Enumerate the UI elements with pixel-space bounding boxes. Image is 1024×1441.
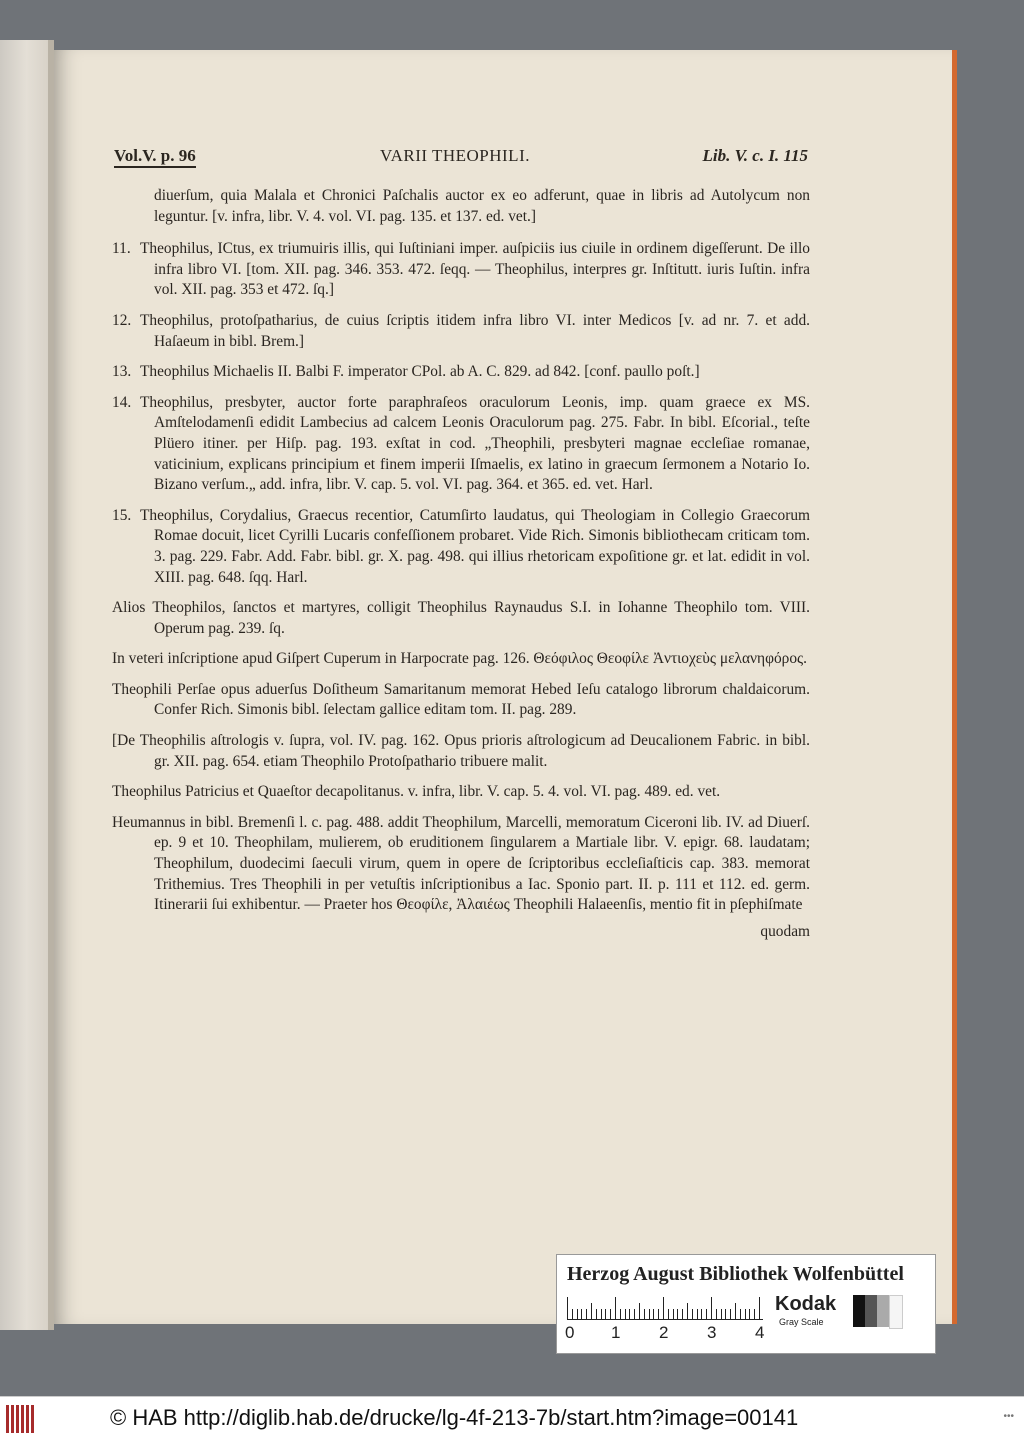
ruler-tick [754,1309,755,1319]
ruler-tick [605,1309,606,1319]
ruler-tick [692,1309,693,1319]
ruler-tick [711,1297,712,1319]
paragraph-heumannus: Heumannus in bibl. Bremenſi l. c. pag. 488. addit Theophilum, Marcelli, memoratum Ciceroni lib. IV. ad Diuerſ. ep. 9 et 10. Theophilam, mulierem, ob eruditionem ſingularem a Martiale libr. V. epigr. 68. laudatam; Theophilum, duodecimi ſaeculi virum, quem in opere de ſcriptoribus eccleſiaſticis cap. 383. memorat Trithemius. Tres Theophili in per vetuſtis inſcriptionibus a Iac. Sponio part. II. p. 111 et 112. ed. germ. Itinerarii ſui exhibentur. — Praeter hos Θεοφίλε, Ἀλαιέως Theophili Halaeenſis, mentio fit in pſephiſmate [112,813,810,914]
ruler-tick [725,1309,726,1319]
paragraph-patricius: Theophilus Patricius et Quaeſtor decapolitanus. v. infra, libr. V. cap. 5. 4. vol. VI. pag. 489. ed. vet. [112,783,721,801]
gray-swatch-black [853,1295,865,1327]
ruler-tick [625,1309,626,1319]
ruler-tick [615,1297,616,1319]
ruler-tick [639,1303,640,1319]
ruler-tick [591,1303,592,1319]
ruler-digit: 3 [707,1323,717,1342]
ruler-tick [682,1309,683,1319]
gray-swatch-dark [865,1295,877,1327]
running-header [114,146,808,170]
copyright-url[interactable]: © HAB http://diglib.hab.de/drucke/lg-4f-213-7b/start.htm?image=00141 [110,1405,799,1430]
entry-12: 12. Theophilus, protoſpatharius, de cuius ſcriptis itidem infra libro VI. inter Medicos [v. ad nr. 7. et add. Haſaeum in bibl. Brem.] [112,311,810,350]
paragraph-inscription: In veteri inſcriptione apud Giſpert Cuperum in Harpocrate pag. 126. Θεόφιλος Θεοφίλε Ἀντιοχεὺς μελανηφόρος. [112,650,807,668]
header-section: Lib. V. c. I. 115 [702,146,808,165]
paragraph-alios: Alios Theophilos, ſanctos et martyres, colligit Theophilus Raynaudus S.I. in Iohanne Theophilo tom. VIII. Operum pag. 239. ſq. [112,599,810,637]
ruler-tick [701,1309,702,1319]
page-body [112,186,810,942]
ruler-tick [596,1309,597,1319]
ruler-tick [716,1309,717,1319]
library-color-card [556,1254,936,1354]
ruler-tick [634,1309,635,1319]
catchword: quodam [760,922,810,940]
header-title: VARII THEOPHILI. [380,146,530,165]
ruler-digit: 2 [659,1323,669,1342]
ruler-tick [572,1309,573,1319]
entry-13: 13. Theophilus Michaelis II. Balbi F. imperator CPol. ab A. C. 829. ad 842. [conf. paullo poſt.] [112,363,700,381]
ruler-tick [668,1309,669,1319]
scale-ruler [567,1295,763,1320]
gray-swatch-mid [877,1295,889,1327]
ruler-tick [629,1309,630,1319]
ruler-tick [735,1303,736,1319]
viewer-footer [0,1396,1024,1441]
ruler-tick [663,1297,664,1319]
entry-11: 11. Theophilus, ICtus, ex triumuiris illis, qui Iuſtiniani imper. auſpiciis ius ciuile in ordinem digeſſerunt. De illo infra libro VI. [tom. XII. pag. 346. 353. 472. ſeqq. — Theophilus, interpres gr. Inſtitutt. iuris Iuſtin. infra vol. XII. pag. 353 et 472. ſq.] [112,240,810,299]
ruler-tick [653,1309,654,1319]
ruler-tick [620,1309,621,1319]
ruler-tick [601,1309,602,1319]
paragraph-astrologis: [De Theophilis aſtrologis v. ſupra, vol. IV. pag. 162. Opus prioris aſtrologicum ad Deucalionem Fabric. in bibl. gr. XII. pag. 654. etiam Theophilo Protoſpathario tribuere malit. [112,732,810,770]
ruler-tick [649,1309,650,1319]
entry-14: 14. Theophilus, presbyter, auctor forte paraphraſeos oraculorum Leonis, imp. quam graece ex MS. Amſtelodamenſi edidit Lambecius ad calcem Leonis Oraculorum pag. 275. Fabr. In bibl. Eſcorial., teſte Plüero itiner. per Hiſp. pag. 193. exſtat in cod. „Theophili, presbyteri magnae eccleſiae romanae, vaticinium, explicans principium et finem imperii Iſmaelis, ex latino in graecum ſermonem a Notario Io. Bizano verſum.„ add. infra, libr. V. cap. 5. vol. VI. pag. 364. et 365. ed. vet. Harl. [112,393,810,494]
ruler-tick [581,1309,582,1319]
ruler-digit: 1 [611,1323,621,1342]
ruler-tick [730,1309,731,1319]
ruler-tick [759,1297,760,1319]
header-volume: Vol.V. p. 96 [114,146,196,168]
paragraph-persae: Theophili Perſae opus aduerſus Doſitheum Samaritanum memorat Hebed Ieſu catalogo librorum chaldaicorum. Confer Rich. Simonis bibl. ſelectam gallice editam tom. II. pag. 289. [112,680,810,719]
entry-continuation: diuerſum, quia Malala et Chronici Paſchalis auctor ex eo adferunt, quae in libris ad Autolycum non leguntur. [v. infra, libr. V. 4. vol. VI. pag. 135. et 137. ed. vet.] [154,187,810,225]
kodak-logo: Kodak [775,1293,837,1315]
ruler-tick [677,1309,678,1319]
ruler-tick [697,1309,698,1319]
ruler-tick [586,1309,587,1319]
ruler-tick [706,1309,707,1319]
ruler-tick [644,1309,645,1319]
gray-scale-label: Gray Scale [779,1317,824,1327]
ruler-tick [567,1297,568,1319]
entry-15: 15. Theophilus, Corydalius, Graecus recentior, Catumſirto laudatus, qui Theologiam in Collegio Graecorum Romae docuit, licet Cyrilli Lucaris confeſſionem probaret. Vide Rich. Simonis bibliothecam criticam tom. 3. pag. 229. Fabr. Add. Fabr. bibl. gr. X. pag. 498. qui illius rhetoricam expoſitione gr. et lat. edidit in vol. XIII. pag. 648. ſqq. Harl. [112,506,810,586]
ruler-tick [687,1303,688,1319]
ruler-tick [673,1309,674,1319]
ruler-tick [721,1309,722,1319]
facing-page-edge [0,40,48,1330]
ruler-tick [658,1309,659,1319]
hab-logo-icon[interactable] [6,1405,36,1433]
more-options-icon[interactable]: ••• [1003,1411,1014,1422]
ruler-tick [745,1309,746,1319]
ruler-digit: 0 [565,1323,575,1342]
ruler-tick [610,1309,611,1319]
library-name: Herzog August Bibliothek Wolfenbüttel [567,1263,904,1285]
ruler-digit: 4 [755,1323,765,1342]
ruler-tick [749,1309,750,1319]
ruler-tick [740,1309,741,1319]
gray-swatch-white [889,1295,903,1329]
ruler-tick [577,1309,578,1319]
